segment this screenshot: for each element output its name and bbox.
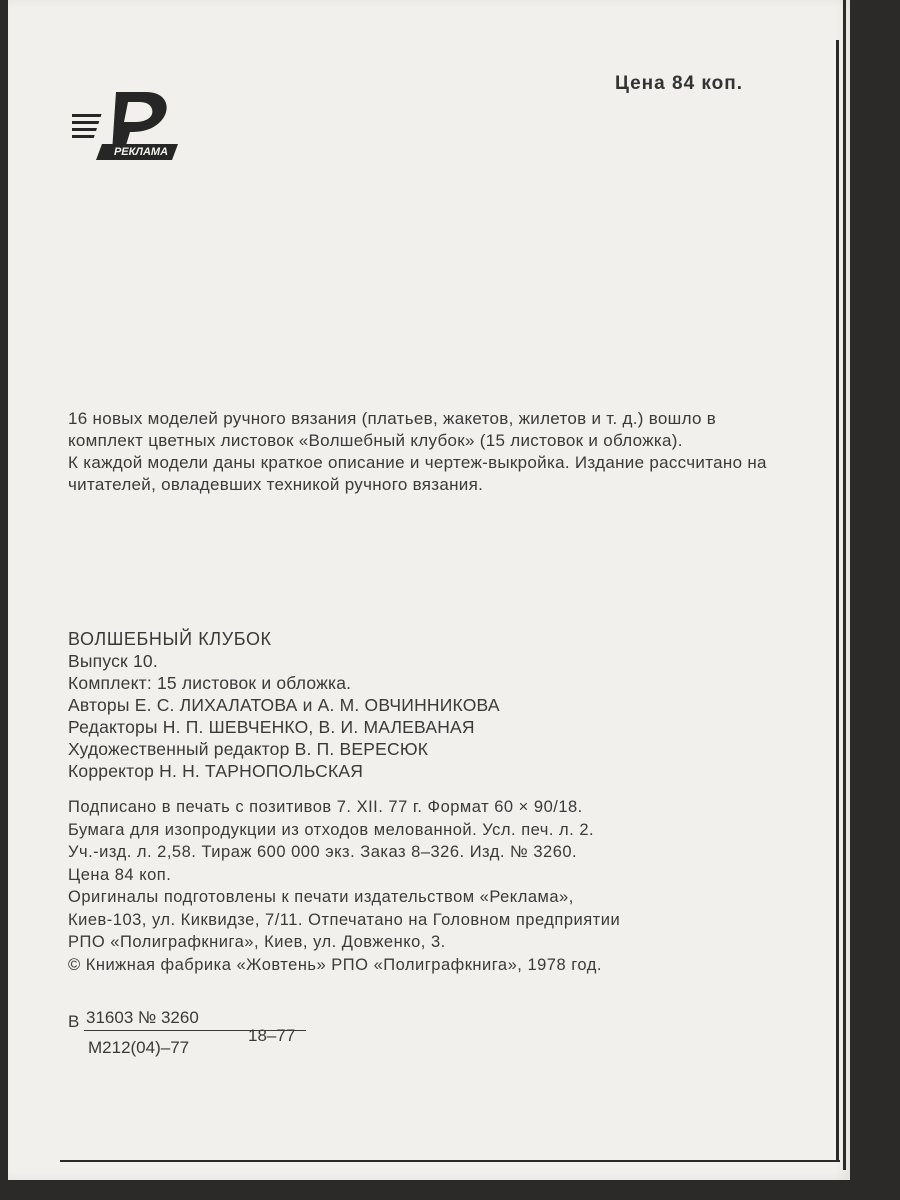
publication-line: Цена 84 коп.: [68, 865, 172, 884]
publication-line: Бумага для изопродукции из отходов мелованной. Усл. печ. л. 2.: [68, 820, 595, 839]
code-prefix: В: [68, 1012, 80, 1031]
art-editor: Художественный редактор В. П. ВЕРЕСЮК: [68, 739, 429, 759]
price-top: Цена 84 коп.: [615, 73, 744, 94]
authors: Авторы Е. С. ЛИХАЛАТОВА и А. М. ОВЧИННИКОВА: [68, 695, 500, 715]
publication-info: [68, 796, 788, 976]
page-shadow: [856, 0, 900, 1200]
logo-text: РЕКЛАМА: [113, 146, 169, 158]
set-info: Комплект: 15 листовок и обложка.: [68, 673, 352, 693]
description-paragraph: 16 новых моделей ручного вязания (платьев, жакетов, жилетов и т. д.) вошло в комплект цветных листовок «Волшебный клубок» (15 листовок и обложка).: [68, 409, 717, 450]
corrector: Корректор Н. Н. ТАРНОПОЛЬСКАЯ: [68, 761, 364, 781]
editors: Редакторы Н. П. ШЕВЧЕНКО, В. И. МАЛЕВАНАЯ: [68, 717, 475, 737]
frame-line: [852, 0, 854, 1180]
book-title: ВОЛШЕБНЫЙ КЛУБОК: [68, 629, 272, 649]
frame-line: [60, 1160, 840, 1162]
frame-line: [843, 0, 846, 1170]
publication-line: Киев-103, ул. Киквидзе, 7/11. Отпечатано на Головном предприятии: [68, 910, 621, 929]
publication-line: РПО «Полиграфкнига», Киев, ул. Довженко, 3.: [68, 933, 446, 951]
description-paragraph: К каждой модели даны краткое описание и чертеж-выкройка. Издание рассчитано на читателей, овладевших техникой ручного вязания.: [68, 453, 767, 494]
publication-line: © Книжная фабрика «Жовтень» РПО «Полиграфкнига», 1978 год.: [68, 955, 602, 974]
issue: Выпуск 10.: [68, 651, 158, 671]
publication-line: Оригиналы подготовлены к печати издательством «Реклама»,: [68, 888, 574, 906]
code-denominator: М212(04)–77: [88, 1038, 190, 1057]
publication-line: Уч.-изд. л. 2,58. Тираж 600 000 экз. Заказ 8–326. Изд. № 3260.: [68, 843, 578, 861]
publication-line: Подписано в печать с позитивов 7. XII. 77 г. Формат 60 × 90/18.: [68, 798, 583, 816]
code-numerator: 31603 № 3260: [86, 1008, 199, 1027]
document-page: [8, 0, 850, 1180]
description: [68, 408, 778, 496]
code-suffix: 18–77: [248, 1026, 296, 1045]
frame-line: [836, 40, 839, 1160]
imprint: [68, 628, 668, 782]
page-shadow: [0, 1182, 900, 1200]
